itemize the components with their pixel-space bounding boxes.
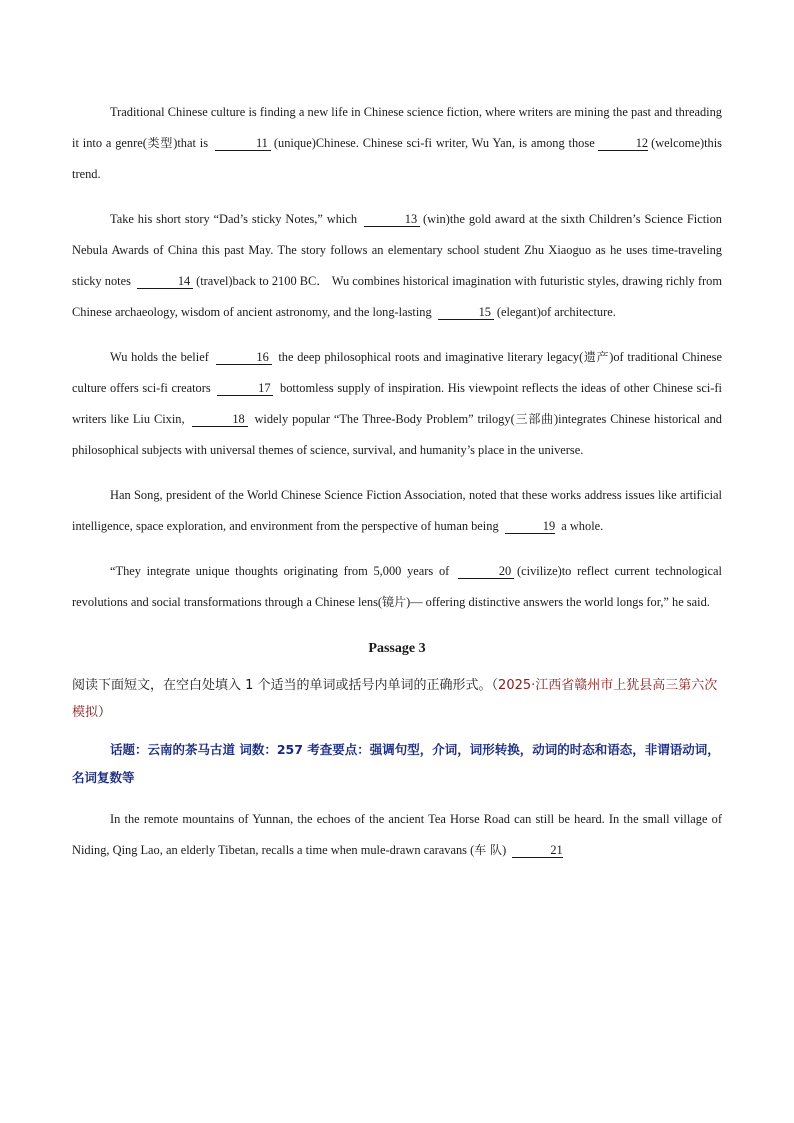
blank-13[interactable]: 13	[364, 212, 420, 227]
blank-20[interactable]: 20	[458, 564, 514, 579]
paragraph-text: )integrates Chinese historical and philosophical subjects with universal themes of science, survival, and humanity’s place in the universe.	[72, 412, 722, 457]
paragraph-text: In the remote mountains of Yunnan, the echoes of the ancient Tea Horse Road can still be heard. In the small village of Niding, Qing Lao, an elderly Tibetan, recalls a time when mule-drawn caravans (	[72, 812, 722, 857]
paragraph-text: (unique)Chinese. Chinese sci-fi writer, Wu Yan, is among those	[273, 136, 595, 150]
paragraph-text: )that is	[173, 136, 209, 150]
passage-paragraph-2	[72, 204, 722, 328]
passage-paragraph-1	[72, 97, 722, 190]
paragraph-text: Han Song, president of the World Chinese Science Fiction Association, noted that these works address issues like artificial intelligence, space exploration, and environment from the perspective of human being	[72, 488, 722, 533]
paragraph-text: )— offering distinctive answers the world longs for,” he said.	[406, 595, 710, 609]
passage-3-topic: 话题：云南的茶马古道 词数：257 考查要点：强调句型，介词，词形转换，动词的时态和语态，非谓语动词，名词复数等	[72, 742, 720, 785]
paragraph-text: (travel)back to 2100 BC． Wu combines historical imagination with futuristic styles, drawing richly from Chinese archaeology, wisdom of ancient astronomy, and the long-lasting	[72, 274, 722, 319]
blank-18[interactable]: 18	[192, 412, 248, 427]
passage-paragraph-4	[72, 480, 722, 542]
paragraph-text: the deep philosophical roots and imaginative literary legacy(	[278, 350, 584, 364]
exam-source: 2025·江西省赣州市上犹县高三第六次模拟	[72, 678, 718, 720]
paragraph-text: Traditional Chinese culture is finding a new life in Chinese science fiction, where writers are mining the past and threading it into a genre(	[72, 105, 722, 150]
document-page	[72, 97, 722, 880]
passage-3-instruction	[72, 672, 722, 726]
passage-paragraph-3	[72, 342, 722, 466]
passage-3-heading: Passage 3	[368, 641, 426, 656]
paragraph-text: “They integrate unique thoughts originating from 5,000 years of	[110, 564, 450, 578]
blank-21[interactable]: 21	[512, 843, 562, 858]
paragraph-text: bottomless supply of inspiration. His viewpoint reflects the ideas of other Chinese sci-fi writers like Liu Cixin,	[72, 381, 722, 426]
paragraph-text: (civilize)to reflect current technological revolutions and social transformations through a Chinese lens(	[72, 564, 722, 609]
instruction-text: 阅读下面短文，在空白处填入 1 个适当的单词或括号内单词的正确形式。（	[72, 678, 499, 693]
chinese-gloss: 类型	[146, 136, 174, 150]
blank-15[interactable]: 15	[438, 305, 494, 320]
paragraph-text: (welcome)this trend.	[72, 136, 722, 181]
blank-12[interactable]: 12	[598, 136, 648, 151]
paragraph-text: widely popular “The Three-Body Problem” trilogy(	[254, 412, 515, 426]
blank-11[interactable]: 11	[215, 136, 271, 151]
chinese-gloss: 镜片	[382, 595, 407, 609]
paragraph-text: )of traditional Chinese culture offers sci-fi creators	[72, 350, 722, 395]
instruction-text: ）	[98, 705, 112, 720]
chinese-gloss: 遗产	[583, 350, 610, 364]
paragraph-text: a whole.	[561, 519, 604, 533]
chinese-gloss: 三部曲	[514, 412, 554, 426]
paragraph-text: Take his short story “Dad’s sticky Notes,” which	[110, 212, 358, 226]
blank-17[interactable]: 17	[217, 381, 273, 396]
paragraph-text: Wu holds the belief	[110, 350, 209, 364]
chinese-gloss: 车 队	[474, 843, 503, 857]
passage-3-paragraph-1	[72, 804, 722, 866]
blank-19[interactable]: 19	[505, 519, 555, 534]
blank-14[interactable]: 14	[137, 274, 193, 289]
paragraph-text: (elegant)of architecture.	[496, 305, 616, 319]
passage-paragraph-5	[72, 556, 722, 618]
blank-16[interactable]: 16	[216, 350, 272, 365]
paragraph-text: (win)the gold award at the sixth Children’s Science Fiction Nebula Awards of China this past May. The story follows an elementary school student Zhu Xiaoguo as he uses time-traveling sticky notes	[72, 212, 722, 288]
paragraph-text: )	[502, 843, 507, 857]
